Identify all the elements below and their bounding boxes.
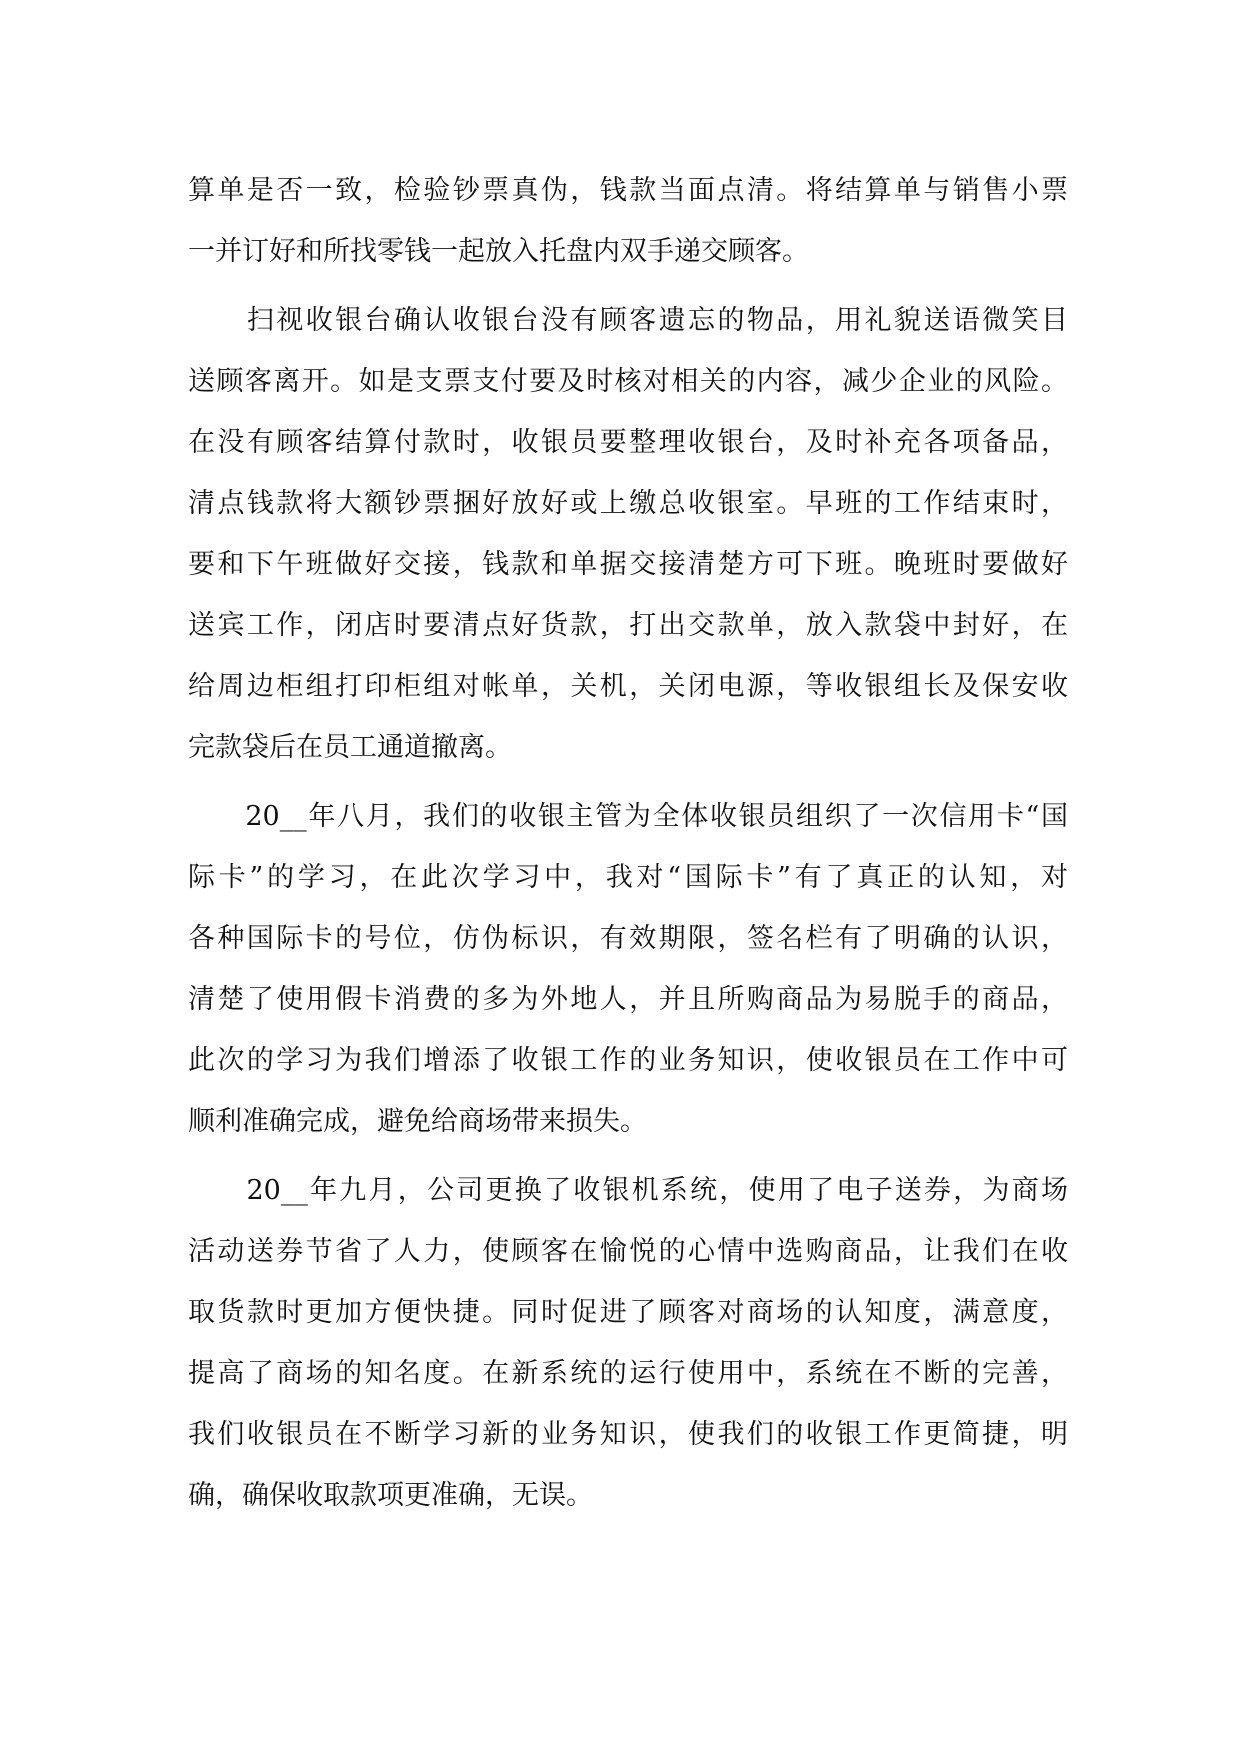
paragraph (188, 290, 1068, 778)
text-line: 完款袋后在员工通道撤离。 (188, 732, 512, 763)
text-line: 顺利准确完成，避免给商场带来损失。 (188, 1106, 647, 1137)
text-line: 取货款时更加方便快捷。同时促进了顾客对商场的认知度，满意度， (188, 1297, 1068, 1328)
text-line: 清楚了使用假卡消费的多为外地人，并且所购商品为易脱手的商品， (188, 984, 1068, 1015)
text-line: 20__年九月，公司更换了收银机系统，使用了电子送券，为商场 (188, 1175, 1068, 1206)
text-line: 一并订好和所找零钱一起放入托盘内双手递交顾客。 (188, 236, 809, 267)
paragraph (188, 786, 1068, 1152)
text-line: 算单是否一致，检验钞票真伪，钱款当面点清。将结算单与销售小票 (188, 175, 1068, 206)
text-line: 送顾客离开。如是支票支付要及时核对相关的内容，减少企业的风险。 (188, 366, 1068, 397)
text-line: 际卡”的学习，在此次学习中，我对“国际卡”有了真正的认知，对 (188, 862, 1068, 893)
paragraph (188, 160, 1068, 282)
text-line: 确，确保收取款项更准确，无误。 (188, 1480, 593, 1511)
text-line: 我们收银员在不断学习新的业务知识，使我们的收银工作更简捷，明 (188, 1419, 1068, 1450)
text-line: 给周边柜组打印柜组对帐单，关机，关闭电源，等收银组长及保安收 (188, 671, 1068, 702)
text-line: 提高了商场的知名度。在新系统的运行使用中，系统在不断的完善， (188, 1358, 1068, 1389)
text-line: 此次的学习为我们增添了收银工作的业务知识，使收银员在工作中可 (188, 1045, 1068, 1076)
text-line: 20__年八月，我们的收银主管为全体收银员组织了一次信用卡“国 (188, 801, 1068, 832)
text-line: 要和下午班做好交接，钱款和单据交接清楚方可下班。晚班时要做好 (188, 549, 1068, 580)
text-line: 各种国际卡的号位，仿伪标识，有效期限，签名栏有了明确的认识， (188, 923, 1068, 954)
text-line: 送宾工作，闭店时要清点好货款，打出交款单，放入款袋中封好，在 (188, 610, 1068, 641)
document-body (188, 160, 1068, 1526)
text-line: 扫视收银台确认收银台没有顾客遗忘的物品，用礼貌送语微笑目 (188, 305, 1068, 336)
text-line: 清点钱款将大额钞票捆好放好或上缴总收银室。早班的工作结束时， (188, 488, 1068, 519)
text-line: 在没有顾客结算付款时，收银员要整理收银台，及时补充各项备品， (188, 427, 1068, 458)
text-line: 活动送券节省了人力，使顾客在愉悦的心情中选购商品，让我们在收 (188, 1236, 1068, 1267)
paragraph (188, 1160, 1068, 1526)
